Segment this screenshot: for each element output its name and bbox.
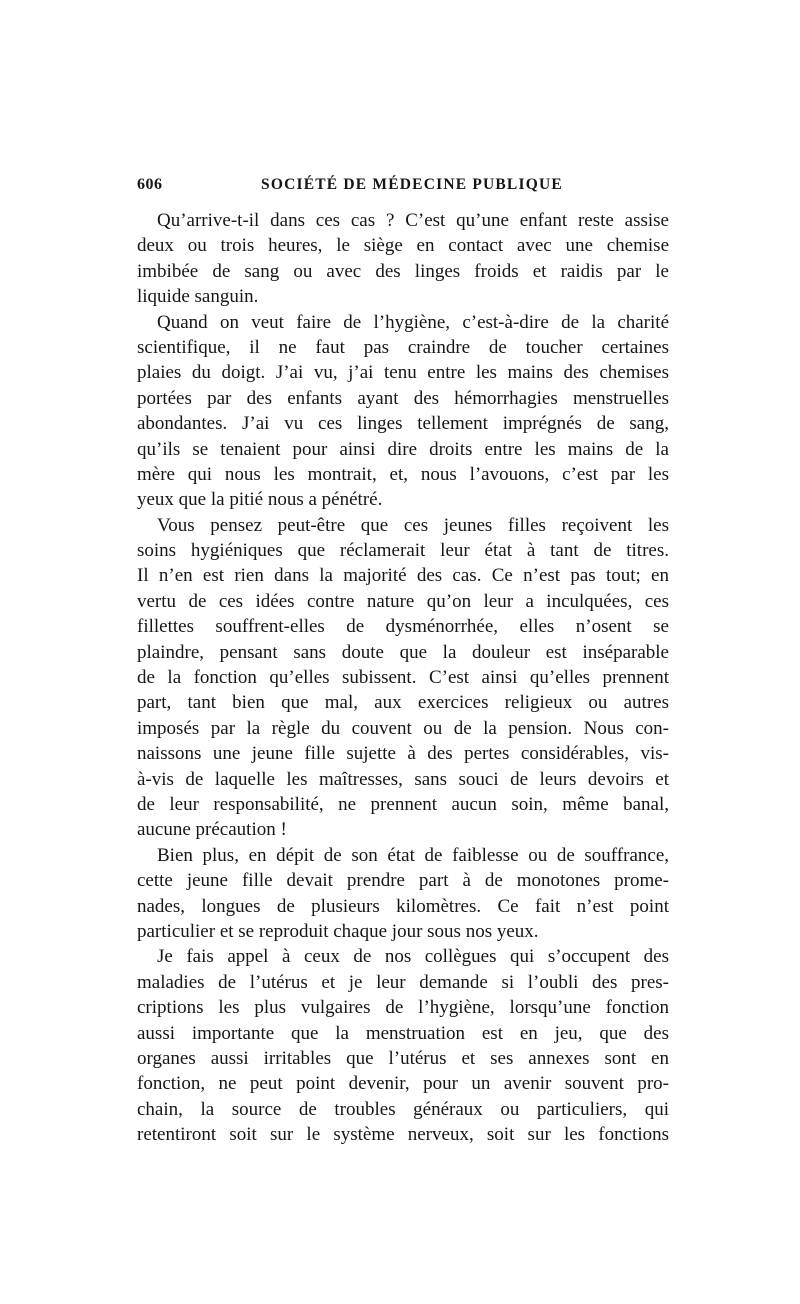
text-line: chain, la source de troubles généraux ou particuliers, qui	[137, 1098, 669, 1120]
text-line: Je fais appel à ceux de nos collègues qui s’occupent des	[157, 946, 669, 968]
text-line: Quand on veut faire de l’hygiène, c’est-à-dire de la charité	[157, 311, 669, 333]
text-line: yeux que la pitié nous a pénétré.	[137, 489, 383, 511]
text-line: particulier et se reproduit chaque jour sous nos yeux.	[137, 920, 539, 942]
text-line: scientifique, il ne faut pas craindre de toucher certaines	[137, 336, 669, 358]
book-page	[137, 176, 669, 1147]
text-line: soins hygiéniques que réclamerait leur état à tant de titres.	[137, 540, 669, 562]
text-line: mère qui nous les montrait, et, nous l’avouons, c’est par les	[137, 463, 669, 485]
paragraph	[137, 944, 669, 1147]
text-line: nades, longues de plusieurs kilomètres. Ce fait n’est point	[137, 895, 669, 917]
text-line: maladies de l’utérus et je leur demande si l’oubli des pres-	[137, 971, 669, 993]
text-line: vertu de ces idées contre nature qu’on leur a inculquées, ces	[137, 590, 669, 612]
text-line: imposés par la règle du couvent ou de la pension. Nous con-	[137, 717, 669, 739]
text-line: fillettes souffrent-elles de dysménorrhée, elles n’osent se	[137, 616, 669, 638]
text-line: portées par des enfants ayant des hémorrhagies menstruelles	[137, 387, 669, 409]
text-line: criptions les plus vulgaires de l’hygiène, lorsqu’une fonction	[137, 997, 669, 1019]
running-title: SOCIÉTÉ DE MÉDECINE PUBLIQUE	[261, 176, 563, 193]
paragraph	[137, 513, 669, 843]
text-line: naissons une jeune fille sujette à des pertes considérables, vis-	[137, 743, 669, 765]
text-line: de leur responsabilité, ne prennent aucun soin, même banal,	[137, 793, 669, 815]
text-line: liquide sanguin.	[137, 286, 259, 308]
text-line: cette jeune fille devait prendre part à de monotones prome-	[137, 870, 669, 892]
text-line: imbibée de sang ou avec des linges froids et raidis par le	[137, 260, 669, 282]
text-line: Il n’en est rien dans la majorité des cas. Ce n’est pas tout; en	[137, 565, 669, 587]
paragraph	[137, 843, 669, 945]
paragraph	[137, 310, 669, 513]
text-line: qu’ils se tenaient pour ainsi dire droits entre les mains de la	[137, 438, 669, 460]
text-line: plaies du doigt. J’ai vu, j’ai tenu entre les mains des chemises	[137, 362, 669, 384]
text-line: abondantes. J’ai vu ces linges tellement imprégnés de sang,	[137, 413, 669, 435]
text-line: Qu’arrive-t-il dans ces cas ? C’est qu’une enfant reste assise	[157, 210, 669, 231]
page-number: 606	[137, 176, 163, 193]
running-head	[137, 176, 669, 200]
text-line: Bien plus, en dépit de son état de faiblesse ou de souffrance,	[157, 844, 669, 866]
text-line: Vous pensez peut-être que ces jeunes filles reçoivent les	[157, 514, 669, 536]
text-line: retentiront soit sur le système nerveux, soit sur les fonctions	[137, 1124, 669, 1146]
text-line: fonction, ne peut point devenir, pour un avenir souvent pro-	[137, 1073, 669, 1095]
text-line: deux ou trois heures, le siège en contact avec une chemise	[137, 235, 669, 257]
text-line: plaindre, pensant sans doute que la douleur est inséparable	[137, 641, 669, 663]
text-line: à-vis de laquelle les maîtresses, sans souci de leurs devoirs et	[137, 768, 669, 790]
body-text	[137, 208, 669, 1147]
text-line: aussi importante que la menstruation est en jeu, que des	[137, 1022, 669, 1044]
paragraph	[137, 208, 669, 310]
text-line: de la fonction qu’elles subissent. C’est ainsi qu’elles prennent	[137, 667, 669, 689]
text-line: organes aussi irritables que l’utérus et ses annexes sont en	[137, 1047, 669, 1069]
text-line: aucune précaution !	[137, 819, 287, 841]
text-line: part, tant bien que mal, aux exercices religieux ou autres	[137, 692, 669, 714]
